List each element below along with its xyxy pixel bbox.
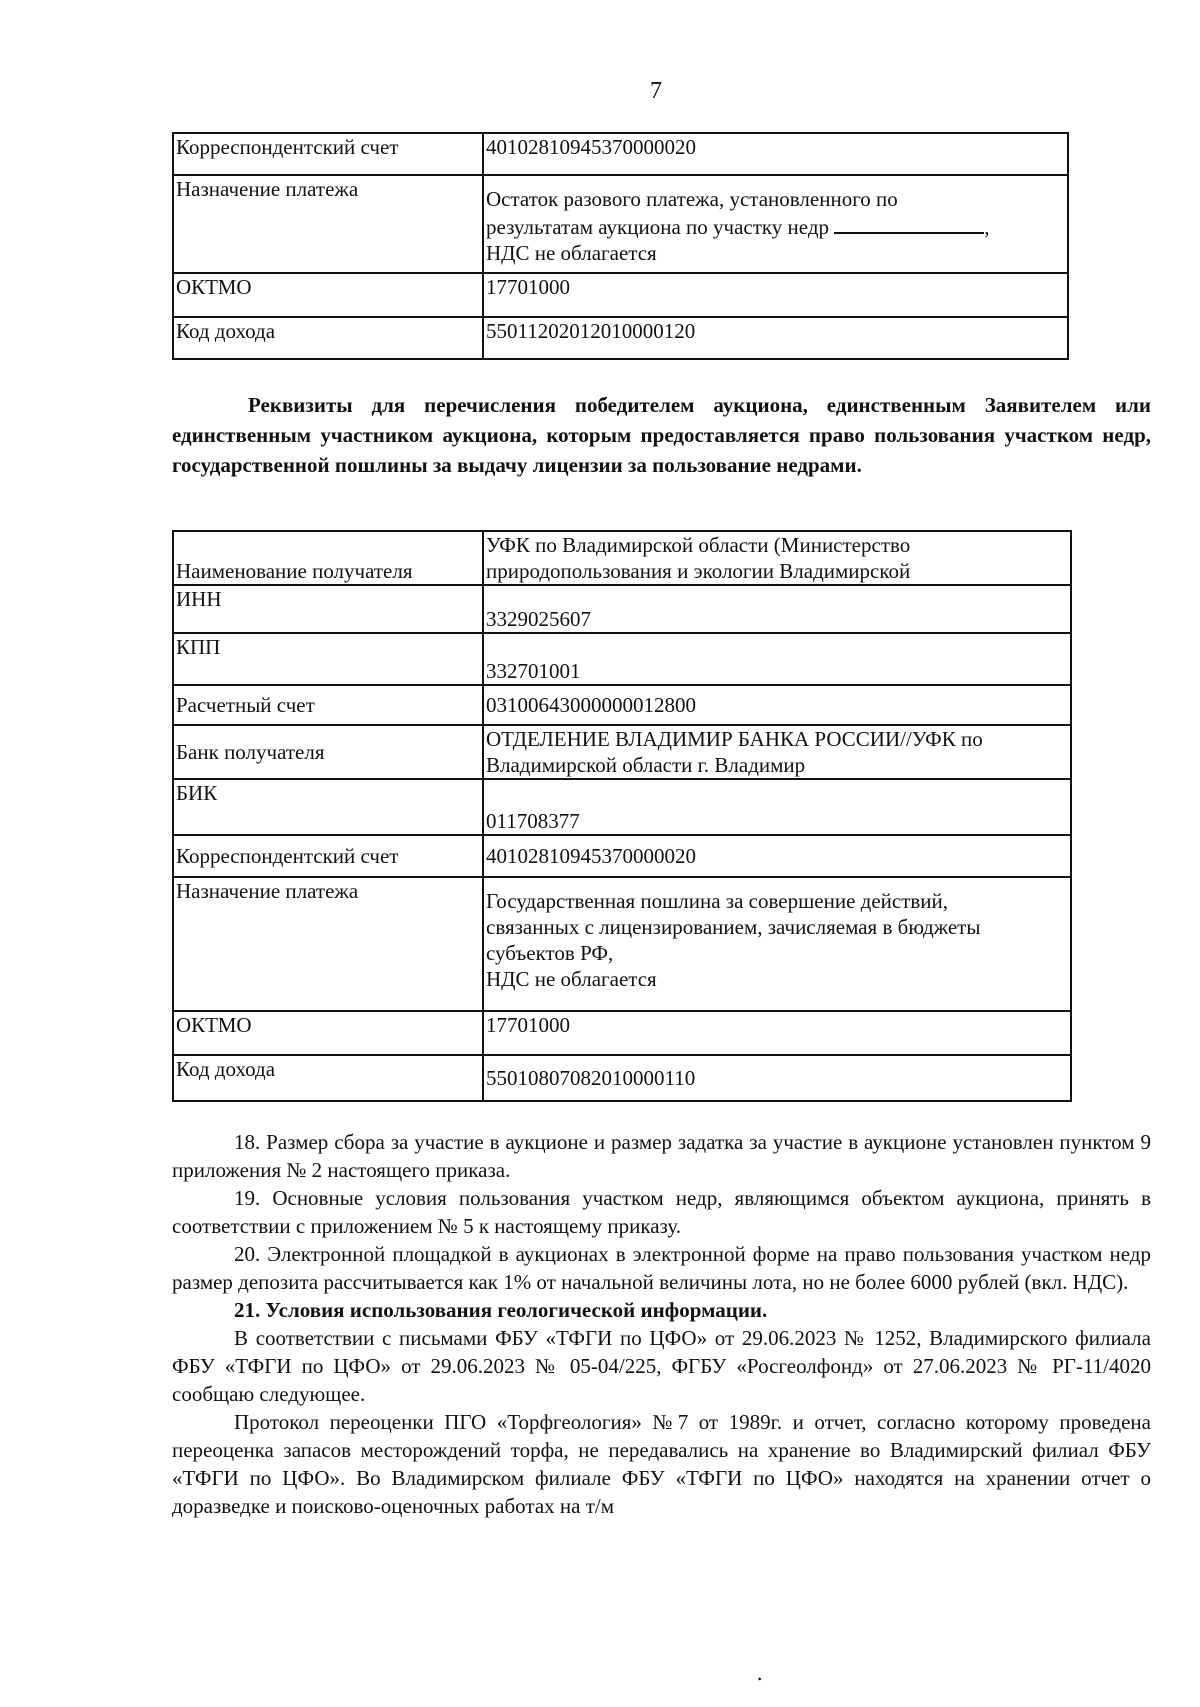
cell-line: НДС не облагается	[486, 241, 657, 265]
row-label	[173, 175, 483, 273]
row-value	[483, 585, 1071, 633]
row-value	[483, 1055, 1071, 1101]
cell-text: 17701000	[486, 275, 570, 299]
row-value	[483, 779, 1071, 835]
row-label	[173, 685, 483, 725]
cell-line: НДС не облагается	[486, 967, 657, 991]
table-row	[173, 1055, 1071, 1101]
table-row	[173, 835, 1071, 877]
cell-text: ОКТМО	[176, 275, 252, 299]
cell-text: Корреспондентский счет	[176, 135, 399, 159]
cell-text: 3329025607	[486, 607, 591, 631]
table-row	[173, 877, 1071, 1011]
row-value	[483, 175, 1068, 273]
row-label	[173, 877, 483, 1011]
row-value	[483, 725, 1071, 779]
cell-line: ОТДЕЛЕНИЕ ВЛАДИМИР БАНКА РОССИИ//УФК по	[486, 727, 983, 751]
cell-text: 332701001	[486, 659, 581, 683]
row-label	[173, 779, 483, 835]
row-value	[483, 877, 1071, 1011]
cell-line: связанных с лицензированием, зачисляемая в бюджеты	[486, 915, 981, 939]
cell-text: 40102810945370000020	[486, 135, 696, 159]
page-number: 7	[650, 78, 662, 104]
row-value	[483, 1011, 1071, 1055]
cell-text: ИНН	[176, 587, 222, 611]
cell-text: Назначение платежа	[176, 177, 359, 201]
table-row	[173, 585, 1071, 633]
table-row	[173, 273, 1068, 317]
table-row	[173, 1011, 1071, 1055]
table-row	[173, 317, 1068, 359]
scan-artifact-mark: ⸳	[757, 1666, 763, 1688]
table-row	[173, 531, 1071, 585]
row-label	[173, 1011, 483, 1055]
cell-text: 55010807082010000110	[486, 1066, 696, 1090]
cell-line: субъектов РФ,	[486, 941, 614, 965]
paragraph-letters: В соответствии с письмами ФБУ «ТФГИ по ЦФО» от 29.06.2023 № 1252, Владимирского филиала ФБУ «ТФГИ по ЦФО» от 29.06.2023 № 05-04/225, ФГБУ «Росгеолфонд» от 27.06.2023 № РГ-11/4020 сообщаю следующее.	[172, 1326, 1151, 1406]
paragraph-protocol: Протокол переоценки ПГО «Торфгеология» №7 от 1989г. и отчет, согласно которому проведена переоценка запасов месторождений торфа, не передавались на хранение во Владимирский филиал ФБУ «ТФГИ по ЦФО». Во Владимирском филиале ФБУ «ТФГИ по ЦФО» находятся на хранении отчет о доразведке и поисково-оценочных работах на т/м	[172, 1410, 1151, 1518]
row-label	[173, 531, 483, 585]
cell-text: 40102810945370000020	[486, 844, 696, 868]
cell-text: Назначение платежа	[176, 879, 359, 903]
cell-line: Государственная пошлина за совершение действий,	[486, 889, 949, 913]
cell-text: Код дохода	[176, 1057, 276, 1081]
row-label	[173, 273, 483, 317]
row-value	[483, 317, 1068, 359]
section-heading	[172, 390, 1151, 480]
row-value	[483, 273, 1068, 317]
cell-text: ОКТМО	[176, 1013, 252, 1037]
cell-line: природопользования и экологии Владимирской	[486, 559, 911, 583]
paragraph-20: 20. Электронной площадкой в аукционах в электронной форме на право пользования участком недр размер депозита рассчитывается как 1% от начальной величины лота, но не более 6000 рублей (вкл. НДС).	[172, 1242, 1151, 1294]
cell-line: Владимирской области г. Владимир	[486, 753, 806, 777]
payment-table-2	[172, 530, 1072, 1102]
blank-line	[834, 212, 984, 234]
cell-text: Расчетный счет	[176, 693, 315, 717]
row-label	[173, 725, 483, 779]
paragraph-21-heading: 21. Условия использования геологической информации.	[234, 1298, 768, 1322]
paragraph-18: 18. Размер сбора за участие в аукционе и размер задатка за участие в аукционе установлен пунктом 9 приложения № 2 настоящего приказа.	[172, 1130, 1151, 1182]
cell-text: результатам аукциона по участку недр	[486, 215, 830, 239]
cell-text: 17701000	[486, 1013, 570, 1037]
paragraph-19: 19. Основные условия пользования участком недр, являющимся объектом аукциона, принять в соответствии с приложением № 5 к настоящему приказу.	[172, 1186, 1151, 1238]
row-value	[483, 133, 1068, 175]
cell-text: Наименование получателя	[176, 559, 413, 583]
payment-table-1	[172, 132, 1069, 360]
table-row	[173, 725, 1071, 779]
row-value	[483, 685, 1071, 725]
heading-text: Реквизиты для перечисления победителем аукциона, единственным Заявителем или единственным участником аукциона, которым предоставляется право пользования участком недр, государственной пошлины за выдачу лицензии за пользование недрами.	[172, 393, 1151, 477]
row-value	[483, 835, 1071, 877]
cell-line: результатам аукциона по участку недр ,	[486, 212, 1065, 240]
table-row	[173, 685, 1071, 725]
cell-text: Код дохода	[176, 319, 276, 343]
table-row	[173, 133, 1068, 175]
cell-text: КПП	[176, 635, 221, 659]
row-label	[173, 835, 483, 877]
table-row	[173, 633, 1071, 685]
cell-line: УФК по Владимирской области (Министерство	[486, 533, 911, 557]
row-label	[173, 317, 483, 359]
row-label	[173, 133, 483, 175]
row-value	[483, 531, 1071, 585]
row-label	[173, 585, 483, 633]
table-row	[173, 779, 1071, 835]
cell-text: БИК	[176, 781, 218, 805]
cell-text: Корреспондентский счет	[176, 844, 399, 868]
cell-text: 011708377	[486, 809, 580, 833]
cell-line: Остаток разового платежа, установленного по	[486, 187, 898, 211]
row-label	[173, 633, 483, 685]
row-label	[173, 1055, 483, 1101]
cell-text: Банк получателя	[176, 740, 325, 764]
cell-text: 03100643000000012800	[486, 693, 696, 717]
body-paragraphs	[172, 1128, 1151, 1520]
row-value	[483, 633, 1071, 685]
table-row	[173, 175, 1068, 273]
cell-text: 55011202012010000120	[486, 319, 696, 343]
